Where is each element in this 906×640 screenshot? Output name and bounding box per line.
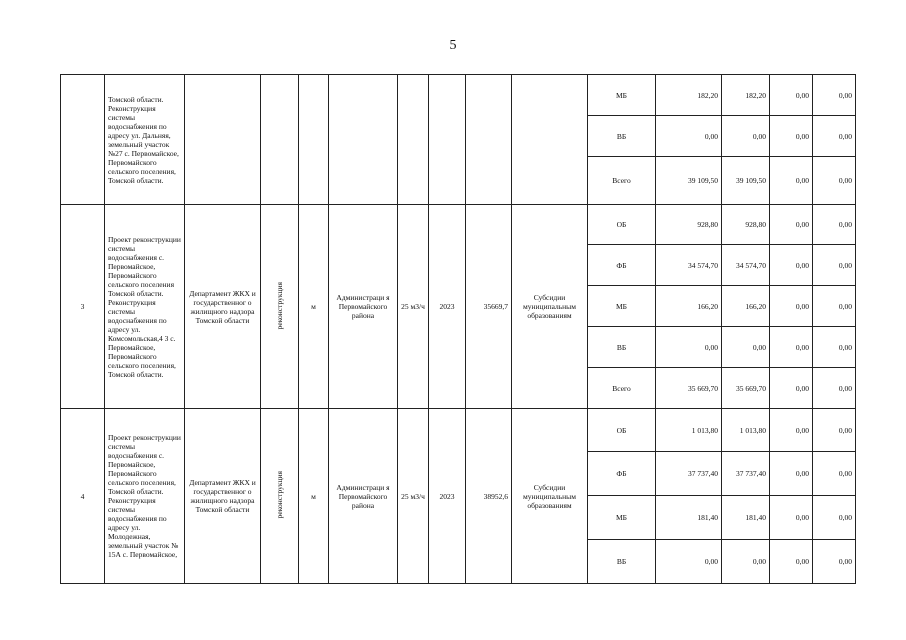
cost-cell [466,75,512,205]
value-cell: 34 574,70 [722,245,770,286]
department-cell: Департамент ЖКХ и государственног о жилищного надзора Томской области [185,409,261,584]
num-cell [61,75,105,205]
value-cell: 39 109,50 [722,157,770,205]
source-cell: МБ [588,496,656,540]
value-cell: 0,00 [770,409,813,452]
work-type-cell [261,75,299,205]
value-cell: 1 013,80 [722,409,770,452]
customer-cell [329,75,398,205]
value-cell: 0,00 [770,245,813,286]
value-cell: 0,00 [722,327,770,368]
value-cell: 37 737,40 [722,452,770,496]
value-cell: 928,80 [656,205,722,245]
table-row [61,409,856,452]
form-cell: Субсидии муниципальным образованиям [512,409,588,584]
unit-cell: м [299,409,329,584]
value-cell: 0,00 [656,327,722,368]
value-cell: 0,00 [813,245,856,286]
object-name-cell: Проект реконструкции системы водоснабжения с. Первомайское, Первомайского сельского поселения, Томской области. Реконструкция системы водоснабжения по адресу ул. Молодежная, земельный участок № 15А с. Первомайское, [105,409,185,584]
source-cell: ВБ [588,540,656,584]
value-cell: 0,00 [813,368,856,409]
customer-cell: Администраци я Первомайского района [329,205,398,409]
value-cell: 37 737,40 [656,452,722,496]
cost-cell: 38952,6 [466,409,512,584]
num-cell: 4 [61,409,105,584]
value-cell: 34 574,70 [656,245,722,286]
object-name-cell: Томской области. Реконструкция системы водоснабжения по адресу ул. Дальняя, земельный участок №27 с. Первомайское, Первомайского сельского поселения, Томской области. [105,75,185,205]
value-cell: 0,00 [770,286,813,327]
work-type-label: реконструкция [275,471,284,519]
table-row [61,205,856,245]
work-type-cell [261,205,299,409]
source-cell: МБ [588,286,656,327]
value-cell: 0,00 [813,540,856,584]
capacity-cell [398,75,429,205]
value-cell: 0,00 [813,496,856,540]
value-cell: 928,80 [722,205,770,245]
year-cell [429,75,466,205]
capacity-cell: 25 м3/ч [398,409,429,584]
department-cell: Департамент ЖКХ и государственног о жилищного надзора Томской области [185,205,261,409]
source-cell: МБ [588,75,656,116]
source-cell: ВБ [588,116,656,157]
table-row [61,75,856,116]
value-cell: 0,00 [813,75,856,116]
value-cell: 182,20 [656,75,722,116]
value-cell: 1 013,80 [656,409,722,452]
source-cell: Всего [588,157,656,205]
source-cell: ВБ [588,327,656,368]
source-cell: ФБ [588,452,656,496]
value-cell: 166,20 [722,286,770,327]
value-cell: 39 109,50 [656,157,722,205]
value-cell: 0,00 [770,327,813,368]
value-cell: 0,00 [813,286,856,327]
value-cell: 0,00 [813,452,856,496]
object-name-cell: Проект реконструкции системы водоснабжения с. Первомайское, Первомайского сельского поселения Томской области. Реконструкция системы водоснабжения по адресу ул. Комсомольская,4 3 с. Первомайское, Первомайского сельского поселения, Томской области. [105,205,185,409]
value-cell: 0,00 [770,116,813,157]
value-cell: 0,00 [770,496,813,540]
value-cell: 0,00 [656,540,722,584]
unit-cell [299,75,329,205]
page-number: 5 [449,38,457,53]
form-cell [512,75,588,205]
customer-cell: Администраци я Первомайского района [329,409,398,584]
source-cell: ОБ [588,409,656,452]
value-cell: 0,00 [722,116,770,157]
value-cell: 0,00 [656,116,722,157]
source-cell: Всего [588,368,656,409]
value-cell: 0,00 [813,327,856,368]
value-cell: 0,00 [722,540,770,584]
value-cell: 0,00 [770,368,813,409]
value-cell: 35 669,70 [722,368,770,409]
value-cell: 181,40 [722,496,770,540]
program-table [60,74,856,584]
year-cell: 2023 [429,205,466,409]
value-cell: 0,00 [770,75,813,116]
value-cell: 0,00 [770,205,813,245]
unit-cell: м [299,205,329,409]
value-cell: 182,20 [722,75,770,116]
value-cell: 0,00 [770,157,813,205]
work-type-label: реконструкция [275,281,284,330]
capacity-cell: 25 м3/ч [398,205,429,409]
form-cell: Субсидии муниципальным образованиям [512,205,588,409]
value-cell: 0,00 [770,540,813,584]
value-cell: 0,00 [813,157,856,205]
department-cell [185,75,261,205]
value-cell: 0,00 [770,452,813,496]
value-cell: 35 669,70 [656,368,722,409]
value-cell: 0,00 [813,205,856,245]
value-cell: 0,00 [813,409,856,452]
year-cell: 2023 [429,409,466,584]
value-cell: 181,40 [656,496,722,540]
source-cell: ФБ [588,245,656,286]
source-cell: ОБ [588,205,656,245]
value-cell: 0,00 [813,116,856,157]
work-type-cell [261,409,299,584]
cost-cell: 35669,7 [466,205,512,409]
num-cell: 3 [61,205,105,409]
value-cell: 166,20 [656,286,722,327]
